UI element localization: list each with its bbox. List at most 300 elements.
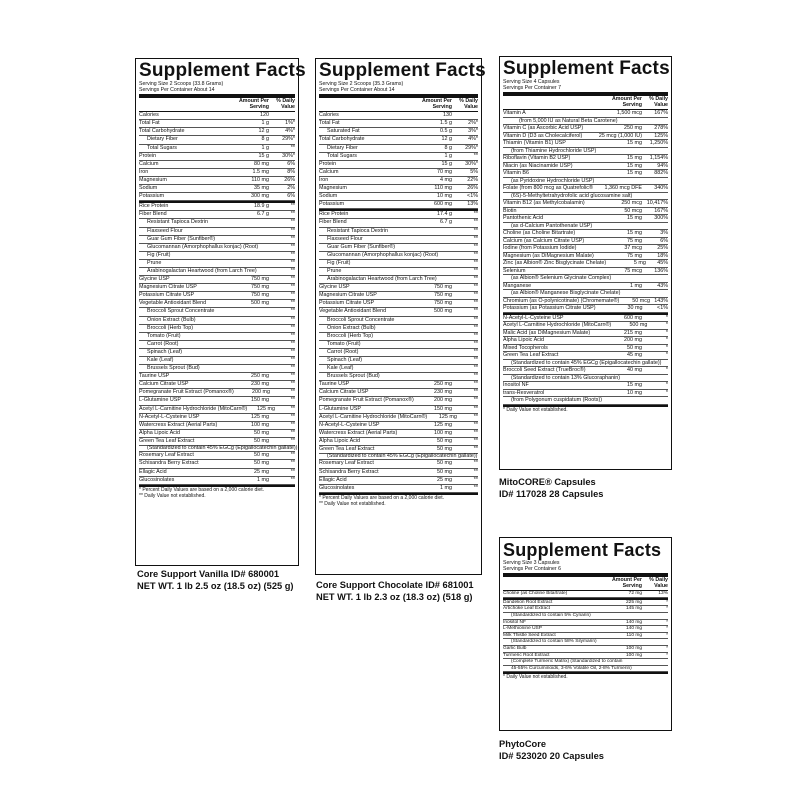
- nutrient-row: [503, 260, 668, 268]
- nutrient-daily-value: 29%*: [465, 144, 478, 151]
- nutrient-row: [319, 244, 478, 252]
- nutrient-name: Broccoli (Herb Top): [327, 332, 374, 339]
- header-amount: Amount Per Serving: [421, 98, 452, 110]
- nutrient-amount: [620, 375, 654, 382]
- nutrient-daily-value: **: [290, 308, 295, 315]
- nutrient-amount: [231, 236, 273, 243]
- nutrient-name: (Standardized to contain 45% EGCg (Epigallocatechin gallate)): [327, 453, 478, 460]
- nutrient-row: [139, 325, 295, 333]
- nutrient-name: Calcium (as Calcium Citrate USP): [503, 237, 585, 244]
- nutrient-name: Calories: [319, 112, 339, 119]
- nutrient-daily-value: *: [665, 322, 668, 329]
- nutrient-row: [319, 169, 478, 177]
- nutrient-amount: 250 mg: [434, 381, 452, 388]
- nutrient-row: [319, 325, 478, 333]
- nutrient-name: Zinc (as Albion® Zinc Bisglycinate Chelate): [503, 260, 607, 267]
- nutrient-amount: [477, 454, 481, 459]
- nutrient-amount: [231, 349, 273, 356]
- nutrient-row: [139, 276, 295, 284]
- nutrient-daily-value: **: [290, 203, 295, 210]
- nutrient-amount: 600 mg: [434, 201, 452, 208]
- footnotes: [503, 672, 668, 681]
- nutrient-amount: 8 g: [444, 144, 452, 151]
- nutrient-amount: [618, 118, 654, 125]
- nutrient-daily-value: **: [290, 219, 295, 226]
- panel-title: Supplement Facts: [503, 58, 670, 79]
- nutrient-amount: [632, 193, 658, 200]
- nutrient-daily-value: 4%*: [285, 128, 295, 135]
- nutrient-daily-value: *: [666, 619, 668, 625]
- nutrient-daily-value: 13%: [467, 201, 478, 208]
- nutrient-daily-value: **: [473, 259, 478, 266]
- nutrient-row: [503, 298, 668, 306]
- nutrient-name: L-Glutamine USP: [319, 405, 361, 412]
- nutrient-daily-value: *: [665, 329, 668, 336]
- nutrient-amount: 72 mg: [628, 591, 642, 597]
- nutrient-row: [319, 333, 478, 341]
- nutrient-daily-value: **: [473, 284, 478, 291]
- nutrient-daily-value: **: [290, 243, 295, 250]
- nutrient-daily-value: **: [473, 243, 478, 250]
- nutrient-daily-value: [456, 112, 478, 119]
- nutrient-daily-value: *: [665, 344, 668, 351]
- nutrient-daily-value: 2%*: [468, 120, 478, 127]
- nutrient-name: Folate (from 800 mcg as Quatrefolic®: [503, 185, 593, 192]
- nutrient-daily-value: **: [290, 397, 295, 404]
- nutrient-daily-value: **: [473, 227, 478, 234]
- nutrient-amount: [620, 290, 654, 297]
- nutrient-amount: 15 mg: [627, 155, 642, 162]
- nutrient-daily-value: **: [473, 292, 478, 299]
- nutrient-row: [319, 219, 478, 227]
- nutrient-name: Choline (as Choline Bitartrate): [503, 591, 568, 597]
- nutrient-row: [503, 148, 668, 156]
- nutrient-amount: 12 g: [441, 136, 452, 143]
- nutrient-amount: 250 mg: [251, 373, 269, 380]
- nutrient-name: Sodium: [139, 185, 158, 192]
- nutrient-name: Alpha Lipoic Acid: [139, 429, 181, 436]
- nutrient-row: [503, 337, 668, 345]
- serving-size: Serving Size 3 Capsules: [503, 560, 560, 566]
- nutrient-row: [139, 145, 295, 153]
- nutrient-daily-value: **: [473, 381, 478, 388]
- column-header: [503, 577, 668, 591]
- nutrient-name: Acetyl L-Carnitine Hydrochloride (MitoCarn®): [139, 405, 248, 412]
- nutrient-daily-value: **: [473, 365, 478, 372]
- nutrient-name: Ellagic Acid: [139, 468, 167, 475]
- nutrient-amount: 125 mg: [251, 413, 269, 420]
- nutrient-row: [319, 276, 478, 284]
- nutrient-name: Potassium: [139, 193, 165, 200]
- nutrient-amount: 1 g: [261, 120, 269, 127]
- nutrient-row: [503, 290, 668, 298]
- nutrient-name: Dietary Fiber: [147, 136, 178, 143]
- nutrient-amount: 50 mg: [437, 468, 452, 475]
- footnote: * Percent Daily Values are based on a 2,000 calorie diet.: [319, 494, 444, 501]
- nutrient-row: [319, 228, 478, 236]
- nutrient-amount: 300 mg: [251, 193, 269, 200]
- nutrient-daily-value: **: [473, 340, 478, 347]
- nutrient-daily-value: **: [473, 251, 478, 258]
- nutrient-daily-value: [667, 360, 668, 367]
- nutrient-daily-value: **: [290, 324, 295, 331]
- nutrient-amount: 225 mg: [626, 599, 642, 605]
- nutrient-row: [139, 120, 295, 128]
- nutrient-daily-value: 278%: [654, 125, 668, 132]
- nutrient-row: [139, 284, 295, 292]
- nutrient-row: [503, 163, 668, 171]
- nutrient-row: [319, 397, 478, 405]
- nutrient-row: [503, 140, 668, 148]
- nutrient-amount: 750 mg: [251, 284, 269, 291]
- panel-title: Supplement Facts: [319, 60, 486, 81]
- nutrient-amount: 15 g: [441, 160, 452, 167]
- nutrient-row: [319, 381, 478, 389]
- nutrient-amount: 50 mg: [627, 344, 642, 351]
- nutrient-amount: 145 mg: [626, 606, 642, 612]
- nutrient-name: (6S)-5-Methyltetrahydrofolic acid glucosamine salt): [511, 192, 633, 199]
- nutrient-row: [139, 422, 295, 430]
- nutrient-name: Onion Extract (Bulb): [327, 324, 376, 331]
- nutrient-amount: 15 mg: [627, 382, 642, 389]
- nutrient-daily-value: *: [665, 382, 668, 389]
- nutrient-daily-value: 136%: [654, 267, 668, 274]
- nutrient-amount: 40 mg: [627, 367, 642, 374]
- nutrient-name: Total Carbohydrate: [139, 128, 185, 135]
- nutrient-row: [503, 659, 668, 666]
- nutrient-amount: 110 mg: [626, 632, 642, 638]
- nutrient-row: [319, 357, 478, 365]
- caption-core-chocolate: [316, 579, 474, 603]
- nutrient-name: Glucosinolates: [319, 484, 355, 491]
- nutrient-daily-value: 300%: [654, 215, 668, 222]
- nutrient-amount: 37 mcg: [624, 245, 642, 252]
- nutrient-amount: 8 g: [261, 136, 269, 143]
- nutrient-daily-value: *: [666, 645, 668, 651]
- nutrient-daily-value: 30%*: [282, 152, 295, 159]
- nutrient-amount: 15 mg: [627, 230, 642, 237]
- nutrient-name: Onion Extract (Bulb): [147, 316, 196, 323]
- nutrient-daily-value: [658, 193, 668, 200]
- nutrient-amount: 50 mcg: [632, 297, 650, 304]
- nutrient-row: [139, 300, 295, 308]
- nutrient-row: [139, 333, 295, 341]
- nutrient-amount: 200 mg: [434, 397, 452, 404]
- nutrient-row: [319, 201, 478, 209]
- nutrient-amount: [594, 223, 646, 230]
- servings-per-container: Servings Per Container 6: [503, 566, 561, 572]
- footnote: ** Daily Value not established.: [139, 492, 206, 499]
- nutrient-name: Dietary Fiber: [327, 144, 358, 151]
- nutrient-row: [139, 177, 295, 185]
- nutrient-name: Carrot (Root): [147, 340, 179, 347]
- nutrient-daily-value: **: [290, 276, 295, 283]
- nutrient-row: [319, 236, 478, 244]
- nutrient-amount: 45 mg: [627, 352, 642, 359]
- nutrient-daily-value: **: [290, 227, 295, 234]
- nutrient-amount: [231, 365, 273, 372]
- nutrient-row: [139, 260, 295, 268]
- nutrient-name: (from 5,000 IU as Natural Beta Carotene): [519, 117, 618, 124]
- nutrient-daily-value: [646, 639, 668, 645]
- nutrient-amount: 200 mg: [252, 389, 271, 396]
- nutrient-name: Brussels Sprout (Bud): [147, 365, 200, 372]
- nutrient-amount: 230 mg: [251, 381, 269, 388]
- nutrient-daily-value: 882%: [654, 170, 668, 177]
- nutrient-row: [139, 406, 295, 414]
- nutrient-row: [139, 252, 295, 260]
- nutrient-daily-value: **: [473, 421, 478, 428]
- nutrient-amount: 230 mg: [434, 389, 452, 396]
- nutrient-daily-value: 2%: [287, 185, 295, 192]
- nutrient-name: (Standardized to contain 13% Glucoraphanin): [511, 374, 621, 381]
- nutrient-amount: [258, 244, 283, 251]
- nutrient-name: Riboflavin (Vitamin B2 USP): [503, 155, 571, 162]
- supplement-panel-core-chocolate: [315, 58, 486, 575]
- nutrient-name: Vegetable Antioxidant Blend: [319, 308, 387, 315]
- nutrient-row: [503, 375, 668, 383]
- nutrient-amount: [414, 317, 456, 324]
- nutrient-amount: 600 mg: [624, 314, 642, 321]
- nutrient-amount: [231, 308, 273, 315]
- header-daily-value: % Daily Value: [649, 96, 668, 108]
- nutrient-amount: [231, 260, 273, 267]
- nutrient-daily-value: **: [473, 476, 478, 483]
- nutrient-row: [319, 414, 478, 422]
- nutrient-amount: [594, 178, 646, 185]
- nutrient-row: [139, 201, 295, 211]
- nutrient-daily-value: 3%: [660, 230, 668, 237]
- nutrient-amount: [611, 275, 651, 282]
- nutrient-daily-value: [653, 118, 668, 125]
- nutrient-name: Broccoli Sprout Concentrate: [327, 316, 395, 323]
- nutrient-daily-value: **: [290, 460, 295, 467]
- nutrient-name: Magnesium: [319, 185, 347, 192]
- nutrient-amount: 110 mg: [251, 176, 269, 183]
- nutrient-row: [503, 666, 668, 673]
- nutrient-daily-value: **: [290, 251, 295, 258]
- nutrient-daily-value: **: [290, 405, 295, 412]
- nutrient-row: [319, 406, 478, 414]
- nutrient-row: [319, 422, 478, 430]
- nutrient-daily-value: *: [666, 606, 668, 612]
- nutrient-row: [319, 284, 478, 292]
- nutrient-row: [319, 308, 478, 316]
- nutrient-name: Iron: [319, 176, 329, 183]
- footnotes: [319, 493, 478, 508]
- nutrient-name: Vitamin C (as Ascorbic Acid USP): [503, 125, 584, 132]
- nutrient-name: Calcium Citrate USP: [139, 381, 189, 388]
- nutrient-daily-value: **: [290, 348, 295, 355]
- nutrient-daily-value: 1%*: [285, 120, 295, 127]
- nutrient-row: [319, 185, 478, 193]
- nutrient-name: Malic Acid (as DiMagnesium Malate): [503, 329, 591, 336]
- nutrient-daily-value: **: [473, 219, 478, 226]
- nutrient-row: [503, 305, 668, 313]
- nutrient-amount: 12 g: [258, 128, 269, 135]
- nutrient-amount: 6.7 g: [440, 219, 452, 226]
- nutrient-name: Acetyl L-Carnitine Hydrochloride (MitoCarn®): [503, 322, 612, 329]
- nutrient-daily-value: **: [473, 405, 478, 412]
- footnote: * Percent Daily Values are based on a 2,000 calorie diet.: [139, 486, 264, 493]
- nutrient-amount: [231, 333, 273, 340]
- nutrient-amount: 125 mg: [434, 421, 452, 428]
- nutrient-amount: [602, 397, 648, 404]
- nutrient-daily-value: **: [290, 332, 295, 339]
- nutrient-row: [503, 118, 668, 126]
- nutrient-name: Kale (Leaf): [147, 357, 174, 363]
- nutrient-daily-value: 22%: [467, 176, 478, 183]
- nutrient-row: [139, 228, 295, 236]
- nutrient-name: Thiamin (Vitamin B1) USP: [503, 140, 566, 147]
- nutrient-row: [319, 365, 478, 373]
- footnote: ** Daily Value not established.: [319, 500, 386, 507]
- header-spacer: [503, 578, 598, 589]
- nutrient-amount: [438, 252, 465, 259]
- nutrient-amount: [231, 219, 273, 226]
- nutrient-row: [503, 155, 668, 163]
- nutrient-daily-value: **: [473, 460, 478, 467]
- nutrient-row: [503, 367, 668, 375]
- nutrient-row: [503, 275, 668, 283]
- nutrient-row: [503, 626, 668, 633]
- footnote: * Daily Value not established.: [503, 674, 568, 681]
- nutrient-amount: [414, 325, 456, 332]
- nutrient-row: [139, 292, 295, 300]
- nutrient-amount: 750 mg: [434, 292, 452, 299]
- nutrient-name: Saturated Fat: [327, 128, 360, 135]
- nutrient-row: [503, 606, 668, 613]
- nutrient-amount: 500 mg: [434, 308, 452, 315]
- nutrient-name: Glucomannan (Amorphophallus konjac) (Root): [147, 243, 259, 250]
- nutrient-amount: 25 mg: [437, 476, 452, 483]
- nutrient-name: Prune: [147, 259, 162, 266]
- nutrient-amount: 25 mg: [254, 468, 269, 475]
- nutrient-daily-value: **: [473, 316, 478, 323]
- nutrient-daily-value: 94%: [657, 162, 668, 169]
- nutrient-name: Green Tea Leaf Extract: [503, 352, 559, 359]
- nutrient-amount: 4 mg: [440, 176, 452, 183]
- nutrient-name: Total Fat: [139, 120, 160, 127]
- nutrient-name: Iron: [139, 168, 149, 175]
- nutrient-name: L-Methionine USP: [503, 626, 542, 632]
- nutrient-name: Brussels Sprout (Bud): [327, 373, 380, 380]
- nutrient-name: Fig (Fruit): [327, 259, 351, 266]
- nutrient-row: [139, 112, 295, 120]
- nutrient-name: Potassium Citrate USP: [139, 292, 195, 299]
- nutrient-daily-value: **: [290, 284, 295, 291]
- nutrient-amount: 15 g: [258, 152, 269, 159]
- nutrient-amount: [414, 349, 456, 356]
- nutrient-name: Total Carbohydrate: [319, 136, 365, 143]
- nutrient-amount: [414, 333, 456, 340]
- nutrient-amount: 750 mg: [251, 276, 269, 283]
- nutrient-name: Magnesium (as DiMagnesium Malate): [503, 252, 594, 259]
- nutrient-row: [139, 373, 295, 381]
- nutrient-amount: 50 mcg: [624, 207, 642, 214]
- nutrient-daily-value: 26%: [467, 185, 478, 192]
- nutrient-daily-value: **: [290, 235, 295, 242]
- nutrient-name: Turmeric Root Extract: [503, 652, 550, 658]
- nutrient-daily-value: *: [666, 626, 668, 632]
- footnote: * Daily Value not established.: [503, 406, 568, 413]
- nutrient-name: N-Acetyl-L-Cysteine USP: [139, 413, 200, 420]
- nutrient-name: Watercress Extract (Aerial Parts): [139, 421, 218, 428]
- header-spacer: [139, 99, 231, 110]
- nutrient-name: Pomegranate Fruit Extract (Pomanox®): [139, 389, 234, 396]
- nutrient-name: Artichoke Leaf Extract: [503, 606, 550, 612]
- supplement-panel-phytocore: [499, 537, 672, 731]
- nutrient-row: [319, 469, 478, 477]
- caption-mitocore: [499, 476, 603, 500]
- nutrient-name: Resistant Tapioca Dextrin: [327, 227, 389, 234]
- nutrient-row: [319, 128, 478, 136]
- nutrient-name: Pomegranate Fruit Extract (Pomanox®): [319, 397, 414, 404]
- nutrient-amount: 10 mg: [437, 193, 452, 200]
- nutrient-name: Schisandra Berry Extract: [319, 468, 379, 475]
- nutrient-name: Watercress Extract (Aerial Parts): [319, 429, 398, 436]
- supplement-panel-core-vanilla: [135, 58, 306, 566]
- nutrient-name: Green Tea Leaf Extract: [319, 446, 375, 453]
- nutrient-daily-value: **: [290, 429, 295, 436]
- nutrient-name: (as Pyridoxine Hydrochloride USP): [511, 177, 595, 184]
- nutrient-amount: [231, 357, 273, 364]
- nutrient-daily-value: 30%*: [465, 160, 478, 167]
- nutrient-amount: [632, 666, 657, 672]
- nutrient-name: Protein: [139, 152, 157, 159]
- nutrient-daily-value: **: [290, 259, 295, 266]
- caption-line: MitoCORE® Capsules: [499, 477, 596, 487]
- nutrient-row: [319, 485, 478, 493]
- supplement-panel-mitocore: [499, 56, 672, 470]
- nutrient-daily-value: **: [473, 276, 478, 283]
- serving-size: Serving Size 4 Capsules: [503, 79, 560, 85]
- nutrient-name: Rice Protein: [319, 211, 349, 218]
- nutrient-amount: 1 mg: [440, 484, 452, 491]
- nutrient-name: Total Sugars: [147, 144, 177, 151]
- nutrient-daily-value: **: [290, 267, 295, 274]
- nutrient-daily-value: 26%: [284, 176, 295, 183]
- nutrient-daily-value: **: [473, 332, 478, 339]
- nutrient-amount: [231, 341, 273, 348]
- nutrient-daily-value: [646, 223, 668, 230]
- nutrient-amount: 75 mg: [627, 252, 642, 259]
- nutrient-amount: 1 g: [444, 152, 452, 159]
- panel-title: Supplement Facts: [139, 60, 306, 81]
- nutrient-row: [319, 349, 478, 357]
- nutrient-row: [319, 145, 478, 153]
- nutrient-amount: 1.5 g: [440, 120, 452, 127]
- nutrient-amount: 75 mcg: [624, 267, 642, 274]
- nutrient-daily-value: **: [473, 211, 478, 218]
- nutrient-daily-value: 45%: [657, 260, 668, 267]
- nutrient-row: [503, 313, 668, 323]
- nutrient-name: 45-55% Curcuminoids, 3-6% Volatile Oil, 2-8% Turmerin): [511, 665, 632, 671]
- nutrient-amount: 750 mg: [434, 300, 452, 307]
- nutrient-name: Mixed Tocopherols: [503, 344, 548, 351]
- nutrient-row: [319, 112, 478, 120]
- nutrient-daily-value: 13%: [658, 591, 668, 597]
- nutrient-row: [503, 382, 668, 390]
- nutrient-row: [503, 170, 668, 178]
- nutrient-row: [139, 185, 295, 193]
- nutrient-row: [139, 365, 295, 373]
- nutrient-name: (Complete Turmeric Matrix) (Standardized to contain: [511, 659, 623, 665]
- nutrient-daily-value: 167%: [654, 207, 668, 214]
- nutrient-name: Calories: [139, 112, 159, 119]
- nutrient-row: [319, 260, 478, 268]
- nutrient-name: Iodine (from Potassium Iodide): [503, 245, 577, 252]
